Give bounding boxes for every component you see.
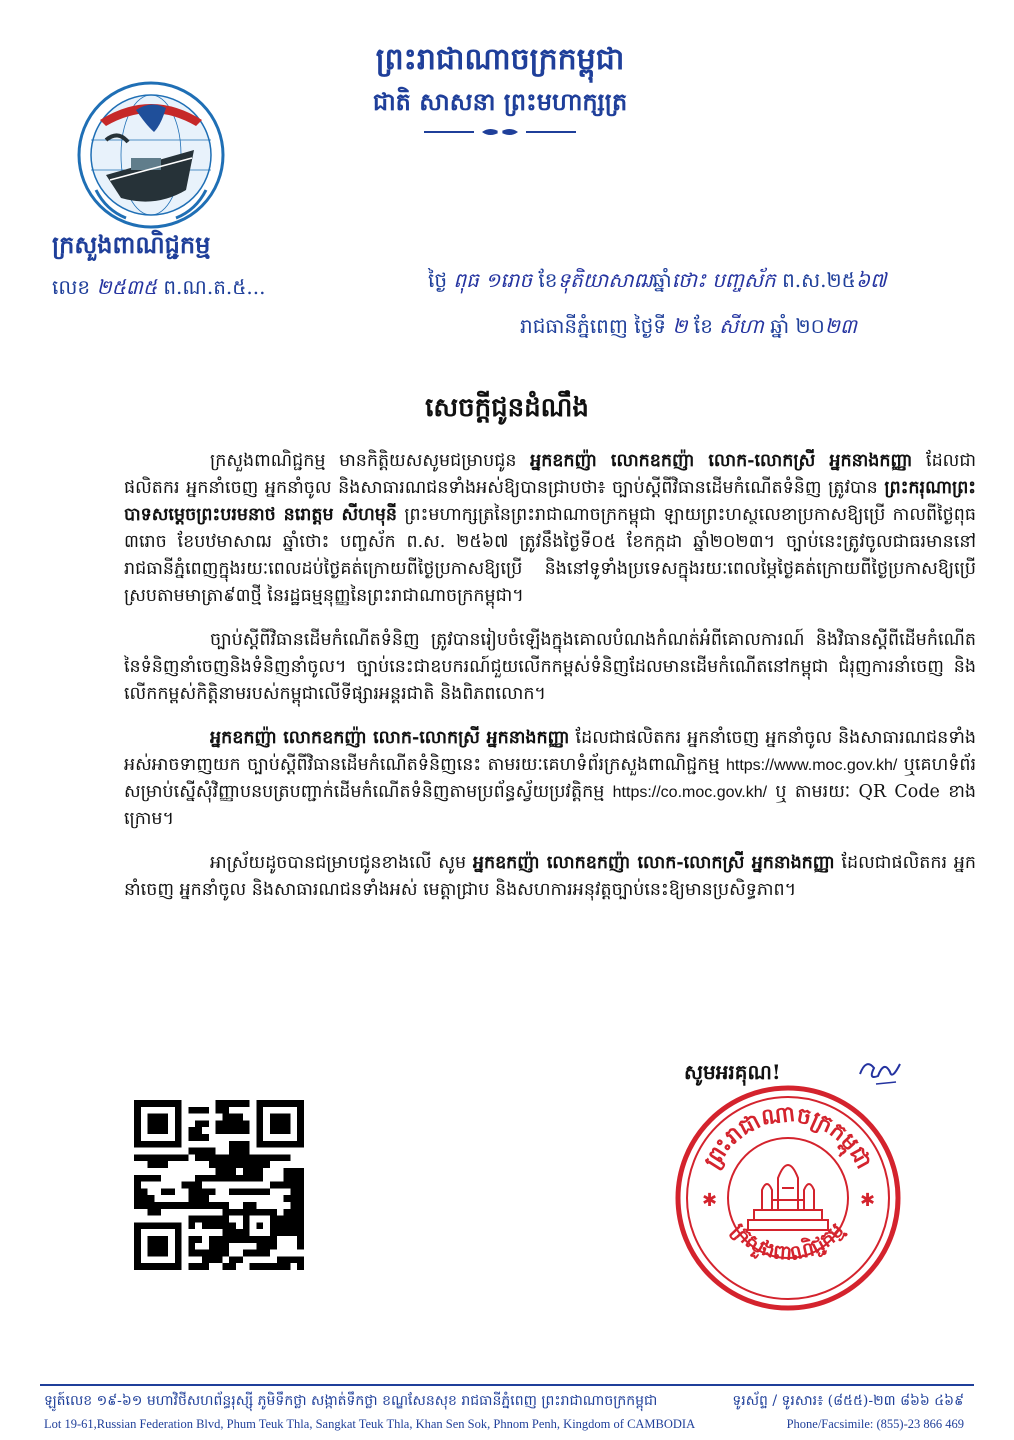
footer-address-kh-text: ឡូត៍លេខ ១៩-៦១ មហាវិថីសហព័ន្ធរុស្ស៊ី ភូមិទឹកថ្លា សង្កាត់ទឹកថ្លា ខណ្ឌសែនសុខ រាជធានីភ្នំពេញ ព្រះរាជាណាចក្រកម្ពុជា — [44, 1393, 658, 1409]
text-run: ព្រះករុណាព្រះបាទសម្តេចព្រះបរមនាថ នរោត្តម សីហមុនី — [124, 478, 976, 525]
ornament-divider — [330, 126, 670, 138]
angkor-temple-icon — [748, 1165, 828, 1230]
solar-day: ២ — [672, 314, 688, 338]
lunar-month: ទុតិយាសាឍ — [557, 268, 653, 292]
text-run: ឬ តាមរយៈ QR Code ខាងក្រោម។ — [124, 782, 977, 829]
text-run: ដែលជាផលិតករ អ្នកនាំចេញ អ្នកនាំចូល និងសាធារណជនទាំងអស់ មេត្តាជ្រាប និងសហការអនុវត្តច្បាប់នេះឱ្យមានប្រសិទ្ធភាព។ — [124, 853, 977, 900]
text-run: ឬគេហទំព័រសម្រាប់ស្នើសុំវិញ្ញាបនបត្របញ្ជាក់ដើមកំណើតទំនិញតាមប្រព័ន្ធស្វ័យប្រវត្តិកម្ម — [124, 755, 976, 802]
reference-number — [52, 272, 352, 302]
text-run: អ្នកឧកញ៉ា លោកឧកញ៉ា លោក-លោកស្រី អ្នកនាងកញ្ញា — [530, 451, 913, 471]
solar-year-label: ឆ្នាំ ២០ — [763, 314, 825, 338]
svg-text:✱: ✱ — [702, 1190, 718, 1211]
qr-code[interactable] — [134, 1100, 304, 1270]
lunar-era: ព.ស.២៥ — [775, 268, 856, 292]
solar-month-label: ខែ — [687, 314, 720, 338]
paragraph-4 — [124, 850, 976, 904]
solar-month: សីហា — [719, 314, 764, 338]
lunar-month-label: ខែ — [532, 268, 558, 292]
reference-suffix: ព.ណ. — [157, 275, 214, 299]
text-run: ក្រសួងពាណិជ្ជកម្ម មានកិត្តិយសសូមជម្រាបជូន — [210, 451, 531, 471]
text-run: ដែលជាផលិតករ អ្នកនាំចេញ អ្នកនាំចូល និងសាធារណជនទាំងអស់ឱ្យបានជ្រាបថា៖ ច្បាប់ស្តីពីវិធានដើមកំណើតទំនិញ ត្រូវបាន — [124, 451, 977, 498]
solar-year: ២៣ — [824, 314, 858, 338]
text-run: អ្នកឧកញ៉ា លោកឧកញ៉ា លោក-លោកស្រី អ្នកនាងកញ្ញា — [210, 728, 570, 748]
lunar-day: ពុធ ១រោច — [453, 268, 533, 292]
seal-bottom-text: ក្រសួងពាណិជ្ជកម្ម — [727, 1217, 849, 1266]
lunar-date — [428, 262, 988, 298]
kingdom-title: ព្រះរាជាណាចក្រកម្ពុជា — [375, 42, 625, 77]
ornament-icon — [480, 126, 520, 138]
kingdom-header — [330, 40, 670, 138]
paragraph-2: ច្បាប់ស្តីពីវិធានដើមកំណើតទំនិញ ត្រូវបានរៀបចំឡើងក្នុងគោលបំណងកំណត់អំពីគោលការណ៍ និងវិធានស្តីពីដើមកំណើតនៃទំនិញនាំចេញនិងទំនិញនាំចូល។ ច្បាប់នេះជាឧបករណ៍ជួយលើកកម្ពស់ទំនិញដែលមានដើមកំណើតនៅកម្ពុជា ជំរុញការនាំចេញ និងលើកកម្ពស់កិត្តិនាមរបស់កម្ពុជាលើទីផ្សារអន្តរជាតិ និងពិភពលោក។ — [124, 630, 976, 704]
lunar-year: ថោះ បញ្ចស័ក — [671, 268, 776, 292]
footer-address-khmer — [44, 1390, 974, 1412]
reference-tail: ត.៥... — [213, 275, 266, 299]
footer-contact-en: Phone/Facsimile: (855)-23 866 469 — [786, 1417, 964, 1431]
footer-divider — [40, 1384, 974, 1386]
text-run: អ្នកឧកញ៉ា លោកឧកញ៉ា លោក-លោកស្រី អ្នកនាងកញ្ញា — [472, 853, 835, 873]
lunar-date-prefix: ថ្ងៃ — [428, 268, 448, 292]
paragraph-1 — [124, 448, 976, 610]
solar-date-prefix: រាជធានីភ្នំពេញ ថ្ងៃទី — [520, 314, 673, 338]
solar-date — [520, 308, 990, 344]
reference-handwritten-number: ២៥៣៥ — [96, 275, 157, 299]
footer-contact-kh: ទូរស័ព្ទ / ទូរសារ៖ (៨៥៥)-២៣ ៨៦៦ ៤៦៩ — [732, 1393, 964, 1409]
url-link[interactable]: https://www.moc.gov.kh/ — [725, 757, 898, 774]
document-title: សេចក្តីជូនដំណឹង — [425, 393, 589, 423]
lunar-era-handwritten: ៦៧ — [855, 268, 887, 292]
reference-label: លេខ — [52, 275, 91, 299]
url-link[interactable]: https://co.moc.gov.kh/ — [612, 784, 768, 801]
ministry-logo — [76, 80, 226, 230]
lunar-year-label: ឆ្នាំ — [652, 268, 672, 292]
letter-body — [124, 448, 976, 921]
closing-thanks: សូមអរគុណ! — [684, 1060, 781, 1084]
text-run: ដែលជាផលិតករ អ្នកនាំចេញ អ្នកនាំចូល និងសាធារណជនទាំងអស់អាចទាញយក ច្បាប់ស្តីពីវិធានដើមកំណើតទំនិញនេះ តាមរយៈគេហទំព័រក្រសួងពាណិជ្ជកម្ម — [124, 728, 977, 775]
seal-top-text: ព្រះរាជាណាចក្រកម្ពុជា — [698, 1100, 878, 1174]
svg-text:✱: ✱ — [860, 1190, 876, 1211]
text-run: ព្រះមហាក្សត្រនៃព្រះរាជាណាចក្រកម្ពុជា ឡាយព្រះហស្ថលេខាប្រកាសឱ្យប្រើ កាលពីថ្ងៃពុធ ៣រោច ខែបឋមាសាឍ ឆ្នាំថោះ បញ្ចស័ក ព.ស. ២៥៦៧ ត្រូវនឹងថ្ងៃទី០៥ ខែកក្កដា ឆ្នាំ២០២៣។ ច្បាប់នេះត្រូវចូលជាធរមាននៅរាជធានីភ្នំពេញក្នុងរយៈពេលដប់ថ្ងៃគត់ក្រោយពីថ្ងៃប្រកាសឱ្យប្រើ និងនៅទូទាំងប្រទេសក្នុងរយៈពេលម្ភៃថ្ងៃគត់ក្រោយពីថ្ងៃប្រកាសឱ្យប្រើ ស្របតាមមាត្រា៩៣ថ្មី នៃរដ្ឋធម្មនុញ្ញនៃព្រះរាជាណាចក្រកម្ពុជា។ — [124, 505, 977, 606]
paragraph-3 — [124, 725, 976, 833]
official-seal — [672, 1082, 904, 1314]
kingdom-motto: ជាតិ សាសនា ព្រះមហាក្សត្រ — [372, 87, 628, 116]
ministry-name: ក្រសួងពាណិជ្ជកម្ម — [52, 230, 211, 259]
text-run: អាស្រ័យដូចបានជម្រាបជូនខាងលើ សូម — [210, 853, 473, 873]
footer-address-en-text: Lot 19-61,Russian Federation Blvd, Phum Teuk Thla, Sangkat Teuk Thla, Khan Sen Sok, Phnom Penh, Kingdom of CAMBODIA — [44, 1417, 696, 1431]
footer-address-english — [44, 1414, 974, 1434]
